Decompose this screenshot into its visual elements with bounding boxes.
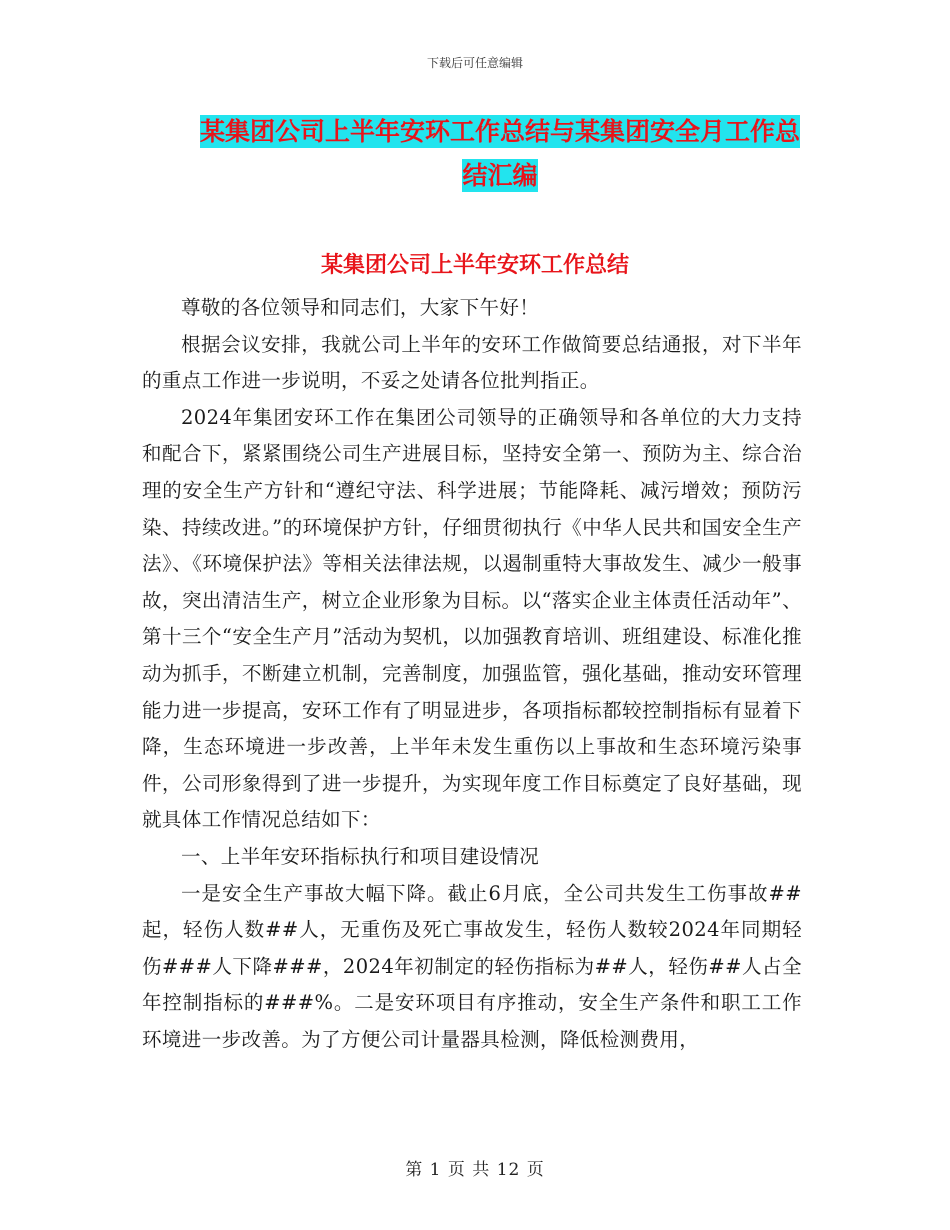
document-body [142,290,802,1058]
body-paragraph: 根据会议安排，我就公司上半年的安环工作做简要总结通报，对下半年的重点工作进一步说明，不妥之处请各位批判指正。 [142,332,802,393]
body-paragraph: 一、上半年安环指标执行和项目建设情况 [181,844,540,868]
section-title: 某集团公司上半年安环工作总结 [320,253,629,278]
page-number-footer: 第 1 页 共 12 页 [405,1160,545,1180]
document-main-title [190,110,810,198]
main-title-text: 某集团公司上半年安环工作总结与某集团安全月工作总结汇编 [199,117,800,190]
body-paragraph: 一是安全生产事故大幅下降。截止6月底，全公司共发生工伤事故##起，轻伤人数##人，无重伤及死亡事故发生，轻伤人数较2024年同期轻伤###人下降###，2024年初制定的轻伤指标为##人，轻伤##人占全年控制指标的###%。二是安环项目有序推动，安全生产条件和职工工作环境进一步改善。为了方便公司计量器具检测，降低检测费用， [142,881,802,1051]
body-paragraph: 尊敬的各位领导和同志们，大家下午好！ [181,296,540,319]
body-paragraph: 2024年集团安环工作在集团公司领导的正确领导和各单位的大力支持和配合下，紧紧围绕公司生产进展目标，坚持安全第一、预防为主、综合治理的安全生产方针和“遵纪守法、科学进展；节能降耗、减污增效；预防污染、持续改进。”的环境保护方针，仔细贯彻执行《中华人民共和国安全生产法》、《环境保护法》等相关法律法规，以遏制重特大事故发生、减少一般事故，突出清洁生产，树立企业形象为目标。以“落实企业主体责任活动年”、第十三个“安全生产月”活动为契机，以加强教育培训、班组建设、标准化推动为抓手，不断建立机制，完善制度，加强监管，强化基础，推动安环管理能力进一步提高，安环工作有了明显进步，各项指标都较控制指标有显着下降，生态环境进一步改善，上半年未发生重伤以上事故和生态环境污染事件，公司形象得到了进一步提升，为实现年度工作目标奠定了良好基础，现就具体工作情况总结如下： [142,405,802,832]
page-header-note: 下载后可任意编辑 [426,56,523,70]
